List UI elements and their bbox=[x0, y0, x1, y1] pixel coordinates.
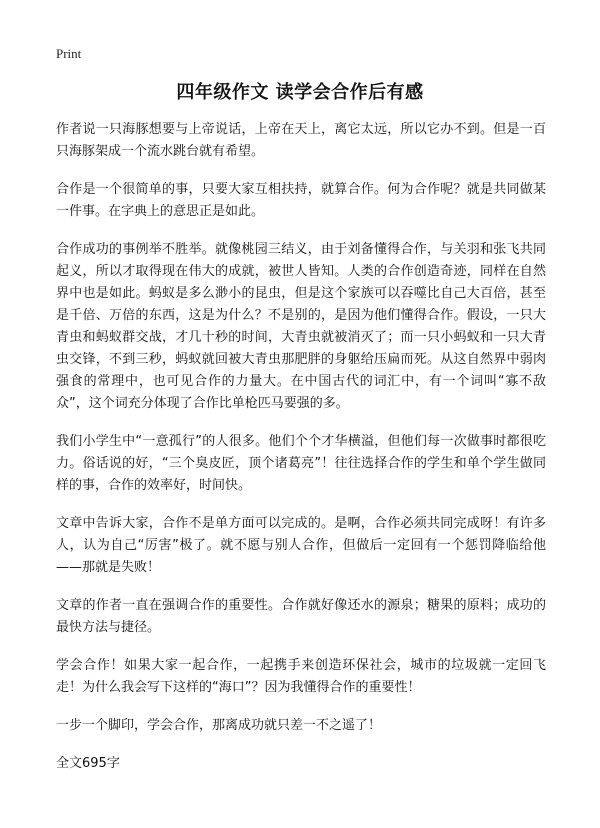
paragraph: 文章中告诉大家，合作不是单方面可以完成的。是啊，合作必须共同完成呀！有许多人，认为自己“厉害”极了。就不愿与别人合作，但做后一定回有一个惩罚降临给他——那就是失败！ bbox=[56, 516, 546, 575]
paragraph: 我们小学生中“一意孤行”的人很多。他们个个才华横溢，但他们每一次做事时都很吃力。俗话说的好，“三个臭皮匠，顶个诸葛亮”！往往选择合作的学生和单个学生做同样的事，合作的效率好，时间快。 bbox=[56, 434, 546, 493]
page-title: 四年级作文 读学会合作后有感 bbox=[176, 82, 424, 103]
paragraph: 合作成功的事例举不胜举。就像桃园三结义，由于刘备懂得合作，与关羽和张飞共同起义，所以才取得现在伟大的成就，被世人皆知。人类的合作创造奇迹，同样在自然界中也是如此。蚂蚁是多么渺小的昆虫，但是这个家族可以吞噬比自己大百倍，甚至是千倍、万倍的东西，这是为什么？不是别的，是因为他们懂得合作。假设，一只大青虫和蚂蚁群交战，才几十秒的时间，大青虫就被消灭了；而一只小蚂蚁和一只大青虫交锋，不到三秒，蚂蚁就回被大青虫那肥胖的身躯给压扁而死。从这自然界中弱肉强食的常理中，也可见合作的力量大。在中国古代的词汇中，有一个词叫“寡不敌众”，这个词充分体现了合作比单枪匹马要强的多。 bbox=[56, 242, 546, 411]
article-body bbox=[56, 119, 546, 775]
print-link[interactable]: Print bbox=[56, 46, 82, 61]
paragraph: 文章的作者一直在强调合作的重要性。合作就好像还水的源泉；糖果的原料；成功的最快方法与捷径。 bbox=[56, 598, 546, 635]
paragraph: 合作是一个很简单的事，只要大家互相扶持，就算合作。何为合作呢？就是共同做某一件事。在字典上的意思正是如此。 bbox=[56, 182, 546, 219]
word-count: 全文695字 bbox=[56, 756, 120, 771]
paragraph: 一步一个脚印，学会合作，那离成功就只差一不之遥了！ bbox=[56, 718, 382, 733]
paragraph: 学会合作！如果大家一起合作，一起携手来创造环保社会，城市的垃圾就一定回飞走！为什么我会写下这样的“海口”？因为我懂得合作的重要性！ bbox=[56, 658, 546, 695]
paragraph: 作者说一只海豚想要与上帝说话，上帝在天上，离它太远，所以它办不到。但是一百只海豚架成一个流水跳台就有希望。 bbox=[56, 122, 546, 159]
